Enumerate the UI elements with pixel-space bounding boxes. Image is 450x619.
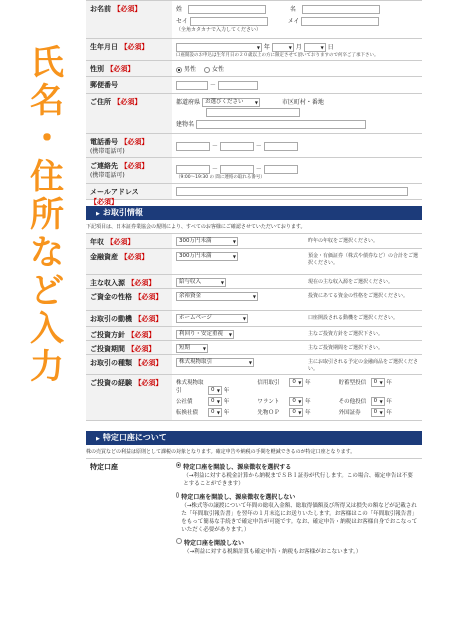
years-unit: 年 — [305, 410, 311, 416]
email-input[interactable] — [176, 187, 408, 196]
period-row: ご投資期間 【必須】 短期 ▼ 主なご投資期間をご選択下さい。 — [86, 341, 422, 355]
income-row: 年収 【必須】 300万円未満 ▼ 昨年の年収をご選択ください。 — [86, 234, 422, 249]
experience-item — [339, 378, 418, 395]
side-char: 名 — [30, 81, 64, 121]
dob-day-select[interactable] — [304, 43, 326, 52]
phone2-input[interactable] — [220, 142, 254, 151]
experience-label: ワラント — [257, 399, 280, 405]
gender-row: 性別 【必須】 男性 女性 — [86, 61, 422, 77]
required-badge: 【必須】 — [113, 5, 142, 13]
years-unit: 年 — [223, 410, 230, 416]
zip2-input[interactable] — [218, 81, 258, 90]
experience-label: 株式現物取引 — [176, 380, 204, 394]
contact3-input[interactable] — [264, 165, 298, 174]
no-account-radio[interactable] — [176, 538, 182, 544]
special-option-2[interactable]: 特定口座を開設し、源泉徴収を選択しない （→株式等の譲渡について年間の総収入金額、総取得価額及び所得又は損失の額などが記載された「年間取引報告書」を翌年の１月末迄にお送りいたします。お客様はこの「年間取引報告書」をもって簡易な手続きで確定申告が可能です。なお、確定申告・納税はお客様自身でおこなっていただく必要があります。） — [176, 492, 418, 533]
phone-row: 電話番号 【必須】 (携帯電話可) － － — [86, 134, 422, 158]
special-option-1[interactable]: 特定口座を開設し、源泉徴収を選択する （→利益に対する税金計算から納税までＳＢＩ証券が代行します。この場合、確定申告は不要とすることができます） — [176, 462, 418, 487]
contact2-input[interactable] — [220, 165, 254, 174]
experience-item — [257, 397, 336, 406]
years-unit: 年 — [386, 380, 392, 386]
contact-row: ご連絡先 【必須】 (携帯電話可) － － （9:00～19:30 の 間に連絡の取れる番号） — [86, 158, 422, 184]
policy-row: ご投資方針 【必須】 利回り・安定重視 ▼ 主なご投資方針をご選択下さい。 — [86, 327, 422, 341]
fund-row: ご資金の性格 【必須】 余裕資金 ▼ 投資にあてる資金の性格をご選択ください。 — [86, 289, 422, 311]
male-radio[interactable] — [176, 67, 182, 73]
motive-row: お取引の動機 【必須】 ホームページ ▼ 口座開設される動機をご選択ください。 — [86, 311, 422, 327]
income-source-select[interactable]: 給与収入 ▼ — [176, 278, 226, 287]
zip-row: 郵便番号 － — [86, 77, 422, 94]
experience-row: ご投資の経験 【必須】 株式現物取引 0 ▼ 年 信用取引 0 ▼ 年 貯蓄型投信 0 ▼ 年 公社債 0 ▼ 年 ワラント 0 ▼ 年 その他投信 0 ▼ 年 転換社債 0 ▼ 年 先物ＯＰ 0 ▼ 年 外国証券 0 ▼ 年 — [86, 375, 422, 421]
assets-row: 金融資産 【必須】 300万円未満 ▼ 預金・有価証券（株式や債券など）の合計をご選択ください。 — [86, 249, 422, 275]
side-char: な — [30, 233, 64, 273]
form-main: お名前 【必須】 姓 名 セイ メイ （全角カタカナで入力してください） 生年月日 【必須】 ▼ 年 ▼ 月 ▼ 日 口座開設のお申込は生年月日の２０歳以上の方に限定させて頂いておりますので何卒ご了承下さい。 性別 【必須】 男性 女性 郵便番号 － ご住所 【必須】 都道府県 お選びください ▼ 市区町村・番地 建物名 電話番号 【必須】 (携帯電話可) － － ご連絡先 【必須】 (携帯電話可) － － （9:00～19:30 の 間に連絡の取れる番号） メールアドレス 【必須】 ▶ お取引情報 下記項目は、日本証券業協会の規則により、すべてのお客様にご確認させていただいております。 年収 【必須】 300万円未満 ▼ 昨年の年収をご選択ください。 金融資産 【必須】 300万円未満 ▼ 預金・有価証券（株式や債券など）の合計をご選択ください。 主な収入源 【必須】 給与収入 ▼ 現在の主な収入源をご選択ください。 ご資金の性格 【必須】 余裕資金 ▼ 投資にあてる資金の性格をご選択ください。 お取引の動機 【必須】 ホームページ ▼ 口座開設される動機をご選択ください。 ご投資方針 【必須】 利回り・安定重視 ▼ 主なご投資方針をご選択下さい。 ご投資期間 【必須】 短期 ▼ 主なご投資期間をご選択下さい。 お取引の種類 【必須】 株式現物取引 ▼ 主にお取引される予定の金融商品をご選択ください。 ご投資の経験 【必須】 株式現物取引 0 ▼ 年 信用取引 0 ▼ 年 貯蓄型投信 0 ▼ 年 公社債 0 ▼ 年 ワラント 0 ▼ 年 その他投信 0 ▼ 年 転換社債 0 ▼ 年 先物ＯＰ 0 ▼ 年 外国証券 0 ▼ 年 ▶ 特定口座について 株の売買などの利益は原則として課税の対象となります。確定申告や納税の手間を軽減できるのが特定口座となります。 特定口座 特定口座を開設し、源泉徴収を選択する （→利益に対する税金計算から納税までＳＢＩ証券が代行します。この場合、確定申告は不要とすることができます） 特定口座を開設し、源泉徴収を選択しない （→株式等の譲渡について年間の総収入金額、総取得価額及び所得又は損失の額などが記載された「年間取引報告書」を翌年の１月末迄にお送りいたします。お客様はこの「年間取引報告書」をもって簡易な手続きで確定申告が可能です。なお、確定申告・納税はお客様自身でおこなっていただく必要があります。） 特定口座を開設しない （→利益に対する税額計算も確定申告・納税もお客様がおこないます。） — [86, 0, 422, 585]
experience-label: その他投信 — [338, 399, 367, 405]
experience-item — [257, 378, 336, 395]
experience-label: 先物ＯＰ — [257, 410, 280, 416]
experience-item — [176, 408, 255, 417]
experience-label: 転換社債 — [176, 410, 199, 416]
motive-select[interactable]: ホームページ ▼ — [176, 314, 248, 323]
name-row: お名前 【必須】 姓 名 セイ メイ （全角カタカナで入力してください） — [86, 1, 422, 39]
address-row: ご住所 【必須】 都道府県 お選びください ▼ 市区町村・番地 建物名 — [86, 94, 422, 134]
years-unit: 年 — [305, 399, 311, 405]
income-select[interactable]: 300万円未満 ▼ — [176, 237, 238, 246]
experience-years-select[interactable]: 0 ▼ — [208, 386, 222, 395]
experience-years-select[interactable]: 0 ▼ — [289, 408, 303, 417]
experience-label: 外国証券 — [338, 410, 361, 416]
experience-label: 公社債 — [176, 399, 193, 405]
years-unit: 年 — [305, 380, 311, 386]
experience-years-select[interactable]: 0 ▼ — [371, 378, 385, 387]
trade-section-header: ▶ お取引情報 — [86, 206, 422, 220]
source-row: 主な収入源 【必須】 給与収入 ▼ 現在の主な収入源をご選択ください。 — [86, 275, 422, 289]
no-withholding-radio[interactable] — [176, 492, 179, 498]
prefecture-select[interactable]: お選びください ▼ — [202, 98, 260, 107]
side-char: 入 — [30, 309, 64, 349]
special-account-row: 特定口座 特定口座を開設し、源泉徴収を選択する （→利益に対する税金計算から納税までＳＢＩ証券が代行します。この場合、確定申告は不要とすることができます） 特定口座を開設し、源泉徴収を選択しない （→株式等の譲渡について年間の総収入金額、総取得価額及び所得又は損失の額などが記載された「年間取引報告書」を翌年の１月末迄にお送りいたします。お客様はこの「年間取引報告書」をもって簡易な手続きで確定申告が可能です。なお、確定申告・納税はお客様自身でおこなっていただく必要があります。） 特定口座を開設しない （→利益に対する税額計算も確定申告・納税もお客様がおこないます。） — [86, 459, 422, 585]
experience-grid — [172, 375, 422, 420]
email-row: メールアドレス 【必須】 — [86, 184, 422, 200]
years-unit: 年 — [223, 388, 230, 394]
sei-kana-input[interactable] — [190, 17, 268, 26]
dob-month-select[interactable] — [272, 43, 294, 52]
side-char: 氏 — [30, 43, 64, 83]
experience-item — [339, 408, 418, 417]
experience-item — [176, 397, 255, 406]
experience-years-select[interactable]: 0 ▼ — [371, 408, 385, 417]
city-input[interactable] — [206, 108, 300, 117]
withholding-radio[interactable] — [176, 462, 181, 468]
side-title — [28, 44, 66, 386]
sei-input[interactable] — [188, 5, 266, 14]
experience-years-select[interactable]: 0 ▼ — [208, 397, 222, 406]
side-char: 住 — [30, 157, 64, 197]
period-select[interactable]: 短期 ▼ — [176, 344, 208, 353]
mei-kana-input[interactable] — [301, 17, 379, 26]
experience-label: 貯蓄型投信 — [338, 380, 367, 386]
dob-row: 生年月日 【必須】 ▼ 年 ▼ 月 ▼ 日 口座開設のお申込は生年月日の２０歳以上の方に限定させて頂いておりますので何卒ご了承下さい。 — [86, 39, 422, 61]
experience-years-select[interactable]: 0 ▼ — [371, 397, 385, 406]
years-unit: 年 — [223, 399, 230, 405]
assets-select[interactable]: 300万円未満 ▼ — [176, 252, 238, 261]
contact1-input[interactable] — [176, 165, 210, 174]
side-char: ど — [30, 271, 64, 311]
zip1-input[interactable] — [176, 81, 208, 90]
mei-input[interactable] — [302, 5, 380, 14]
special-option-3[interactable]: 特定口座を開設しない （→利益に対する税額計算も確定申告・納税もお客様がおこないます。） — [176, 538, 418, 555]
experience-years-select[interactable]: 0 ▼ — [208, 408, 222, 417]
trade-kind-select[interactable]: 株式現物取引 ▼ — [176, 358, 254, 367]
years-unit: 年 — [386, 410, 392, 416]
side-char: 所 — [30, 195, 64, 235]
special-account-header: ▶ 特定口座について — [86, 431, 422, 445]
experience-years-select[interactable]: 0 ▼ — [289, 397, 303, 406]
fund-select[interactable]: 余裕資金 ▼ — [176, 292, 258, 301]
policy-select[interactable]: 利回り・安定重視 ▼ — [176, 330, 234, 339]
phone1-input[interactable] — [176, 142, 210, 151]
kind-row: お取引の種類 【必須】 株式現物取引 ▼ 主にお取引される予定の金融商品をご選択ください。 — [86, 355, 422, 375]
side-char: 力 — [30, 347, 64, 387]
phone3-input[interactable] — [264, 142, 298, 151]
experience-years-select[interactable]: 0 ▼ — [289, 378, 303, 387]
experience-label: 信用取引 — [257, 380, 280, 386]
side-char: ・ — [30, 119, 64, 159]
building-input[interactable] — [196, 120, 366, 129]
experience-item — [257, 408, 336, 417]
dob-year-select[interactable] — [176, 43, 262, 52]
experience-item — [176, 378, 255, 395]
years-unit: 年 — [386, 399, 392, 405]
female-radio[interactable] — [204, 67, 210, 73]
experience-item — [339, 397, 418, 406]
